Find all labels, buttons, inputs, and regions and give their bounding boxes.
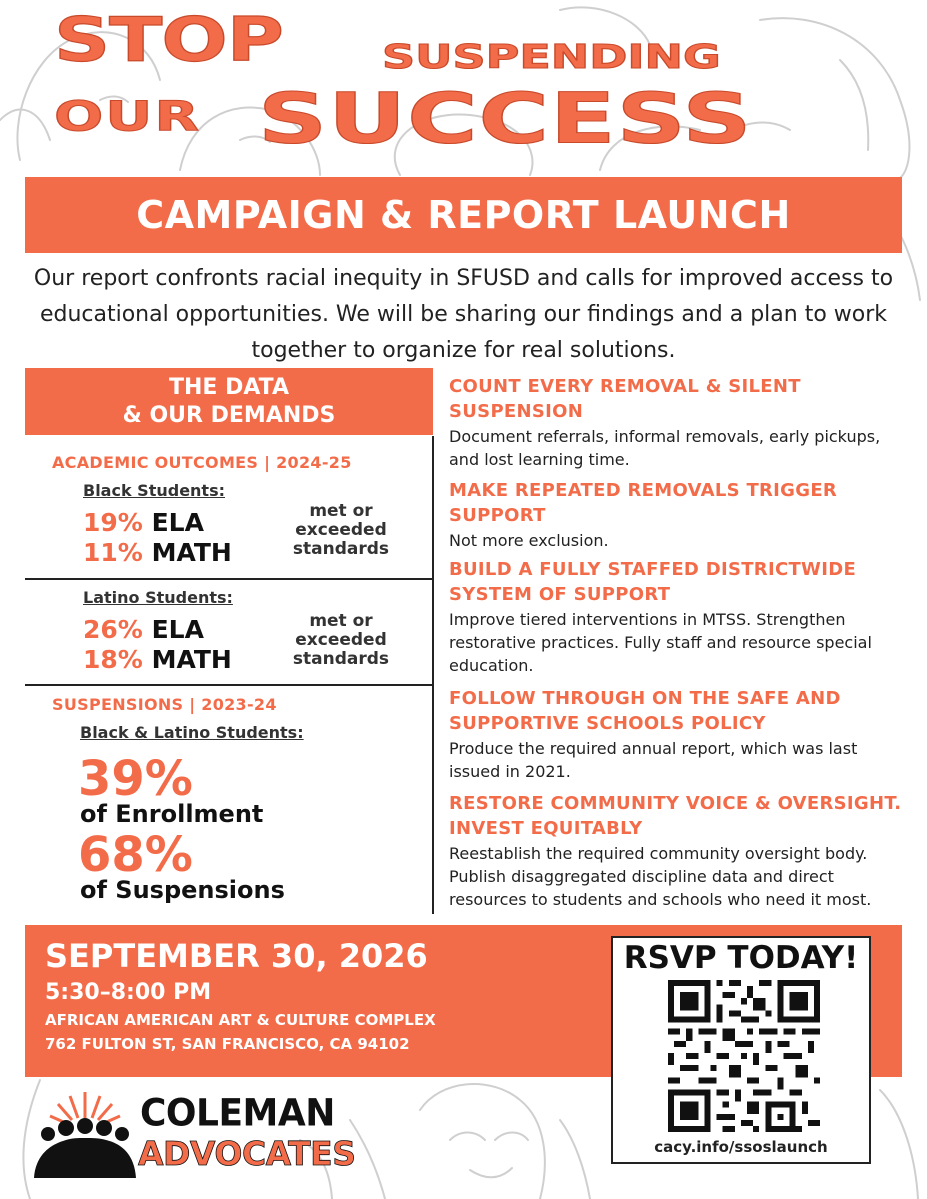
- demand-body: Produce the required annual report, which was last issued in 2021.: [449, 739, 858, 781]
- latino-math-stat: [83, 645, 232, 675]
- black-ela-stat: [83, 508, 204, 538]
- black-met-note: [271, 502, 411, 559]
- rsvp-link[interactable]: cacy.info/ssoslaunch: [654, 1138, 828, 1156]
- black-students-label: Black Students:: [83, 481, 225, 500]
- black-ela-label: ELA: [151, 508, 204, 537]
- headline-suspending: SUSPENDING: [382, 37, 721, 76]
- intro-paragraph: Our report confronts racial inequity in SFUSD and calls for improved access to educational opportunities. We will be sharing our findings and a plan to work together to organize for real solutions.: [33, 266, 894, 363]
- black-math-label: MATH: [151, 538, 232, 567]
- rsvp-title: RSVP TODAY!: [623, 940, 859, 976]
- latino-students-label: Latino Students:: [83, 588, 233, 607]
- latino-math-pct: 18%: [83, 645, 143, 674]
- vertical-divider: [432, 436, 434, 914]
- demand-body: Reestablish the required community oversight body. Publish disaggregated discipline data and direct resources to students and schools who need it most.: [449, 844, 872, 909]
- black-met-line3: standards: [292, 539, 390, 559]
- demand-title: MAKE REPEATED REMOVALS TRIGGER SUPPORT: [449, 480, 838, 526]
- demand-title: BUILD A FULLY STAFFED DISTRICTWIDE SYSTEM OF SUPPORT: [449, 559, 857, 605]
- data-heading-line1: THE DATA: [168, 374, 289, 400]
- divider-suspensions: [25, 684, 433, 686]
- headline-stop: STOP: [54, 5, 283, 76]
- suspensions-pct: 68%: [78, 827, 193, 883]
- event-address: 762 FULTON ST, SAN FRANCISCO, CA 94102: [45, 1035, 410, 1053]
- demand-title: RESTORE COMMUNITY VOICE & OVERSIGHT. INVEST EQUITABLY: [449, 793, 902, 839]
- demand-item: [449, 791, 909, 911]
- black-met-line1: met or: [309, 501, 373, 521]
- black-latino-label: Black & Latino Students:: [80, 723, 304, 742]
- academic-outcomes-title: ACADEMIC OUTCOMES | 2024-25: [52, 453, 352, 472]
- event-venue: AFRICAN AMERICAN ART & CULTURE COMPLEX: [45, 1011, 436, 1029]
- event-date: SEPTEMBER 30, 2026: [45, 937, 428, 975]
- launch-banner: CAMPAIGN & REPORT LAUNCH: [25, 177, 902, 253]
- latino-math-label: MATH: [151, 645, 232, 674]
- demand-item: [449, 557, 909, 677]
- headline-success: SUCCESS: [258, 78, 753, 159]
- latino-ela-stat: [83, 615, 204, 645]
- data-panel-heading: [25, 368, 433, 435]
- logo-line1: COLEMAN: [140, 1092, 335, 1136]
- qr-code-icon[interactable]: [668, 980, 820, 1132]
- latino-met-line3: standards: [292, 649, 390, 669]
- demand-title: FOLLOW THROUGH ON THE SAFE AND SUPPORTIVE SCHOOLS POLICY: [449, 688, 841, 734]
- black-math-pct: 11%: [83, 538, 143, 567]
- coleman-advocates-logo: [30, 1082, 390, 1178]
- logo-line2: ADVOCATES: [138, 1134, 356, 1173]
- demand-title: COUNT EVERY REMOVAL & SILENT SUSPENSION: [449, 376, 801, 422]
- rsvp-box[interactable]: [611, 936, 871, 1164]
- demand-item: [449, 478, 909, 552]
- divider-academic: [25, 578, 433, 580]
- latino-ela-pct: 26%: [83, 615, 143, 644]
- data-heading-line2: & OUR DEMANDS: [122, 402, 336, 428]
- black-math-stat: [83, 538, 232, 568]
- demand-body: Improve tiered interventions in MTSS. Strengthen restorative practices. Fully staff and resource special education.: [449, 610, 872, 675]
- latino-met-note: [271, 612, 411, 669]
- enrollment-label: of Enrollment: [80, 800, 264, 828]
- black-met-line2: exceeded: [295, 520, 387, 540]
- suspensions-title: SUSPENSIONS | 2023-24: [52, 695, 277, 714]
- black-ela-pct: 19%: [83, 508, 143, 537]
- headline-our: OUR: [54, 92, 202, 141]
- demand-item: [449, 374, 909, 471]
- enrollment-pct: 39%: [78, 751, 193, 807]
- latino-met-line2: exceeded: [295, 630, 387, 650]
- demand-body: Document referrals, informal removals, early pickups, and lost learning time.: [449, 427, 881, 469]
- event-time: 5:30–8:00 PM: [45, 980, 212, 1005]
- suspensions-label: of Suspensions: [80, 876, 285, 904]
- latino-met-line1: met or: [309, 611, 373, 631]
- demand-body: Not more exclusion.: [449, 531, 609, 550]
- demand-item: [449, 686, 909, 783]
- crowd-silhouette-icon: [30, 1082, 140, 1178]
- latino-ela-label: ELA: [151, 615, 204, 644]
